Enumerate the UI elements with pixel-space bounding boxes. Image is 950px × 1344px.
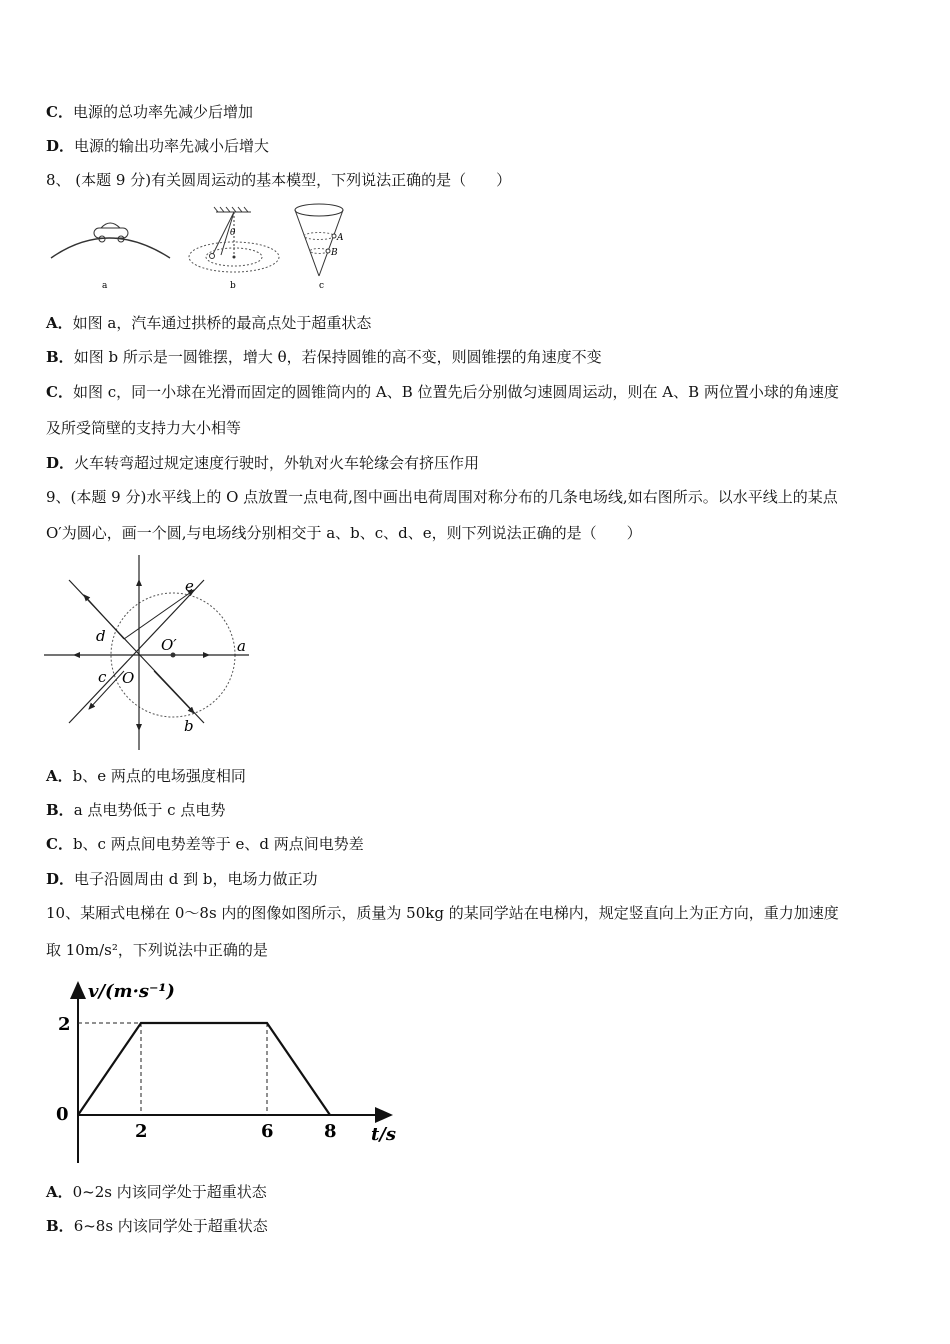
label-d: d	[96, 627, 106, 645]
q10-stem-line2: 取 10m/s²，下列说法中正确的是	[46, 941, 268, 959]
figure-a-bridge	[51, 223, 170, 291]
option-letter: D．	[46, 454, 75, 472]
figure-b-pendulum	[189, 207, 279, 291]
x-tick-label-8: 8	[324, 1121, 337, 1142]
q8-option-a	[46, 313, 371, 333]
q9-option-c	[46, 834, 364, 854]
q8-option-c	[46, 382, 839, 402]
figure-b-label: b	[230, 281, 236, 291]
option-letter: C．	[46, 103, 73, 121]
q9-stem-line2: O′为圆心，画一个圆,与电场线分别相交于 a、b、c、d、e，则下列说法正确的是（ ）	[46, 524, 642, 542]
q7-option-d	[46, 136, 269, 156]
y-tick-label-2: 2	[58, 1014, 71, 1035]
q10-option-b	[46, 1216, 268, 1236]
vt-chart	[46, 975, 406, 1170]
q7-option-c	[46, 102, 253, 122]
figure-c-label: c	[319, 281, 325, 291]
q8-option-b	[46, 347, 602, 367]
q10-option-a	[46, 1182, 267, 1202]
option-text: 如图 b 所示是一圆锥摆，增大 θ，若保持圆锥的高不变，则圆锥摆的角速度不变	[73, 348, 602, 366]
q8-figures	[46, 200, 366, 295]
option-text: 火车转弯超过规定速度行驶时，外轨对火车轮缘会有挤压作用	[74, 454, 480, 472]
option-text: 电源的输出功率先减小后增大	[74, 137, 270, 155]
q9-stem-line1: 9、(本题 9 分)水平线上的 O 点放置一点电荷,图中画出电荷周围对称分布的几条电场线,如右图所示。以水平线上的某点	[46, 488, 838, 506]
label-e: e	[185, 577, 194, 595]
q9-option-b	[46, 800, 225, 820]
option-letter: C．	[46, 383, 73, 401]
option-text: 6~8s 内该同学处于超重状态	[73, 1217, 268, 1235]
x-tick-label-2: 2	[135, 1121, 148, 1142]
label-O-prime: O′	[161, 636, 177, 654]
option-letter: B．	[46, 348, 74, 366]
option-text: 如图 a，汽车通过拱桥的最高点处于超重状态	[72, 314, 372, 332]
option-text: a 点电势低于 c 点电势	[73, 801, 226, 819]
q8-stem: 8、 (本题 9 分)有关圆周运动的基本模型，下列说法正确的是（ ）	[46, 171, 512, 189]
option-letter: A．	[46, 314, 73, 332]
option-text: b、c 两点间电势差等于 e、d 两点间电势差	[72, 835, 364, 853]
label-O: O	[122, 669, 135, 687]
option-text: 电子沿圆周由 d 到 b，电场力做正功	[74, 870, 318, 888]
point-A-label: A	[337, 233, 344, 243]
q9-option-d	[46, 869, 318, 889]
point-B-label: B	[331, 248, 338, 258]
option-letter: C．	[46, 835, 73, 853]
theta-label: θ	[230, 228, 236, 238]
x-tick-label-0: 0	[56, 1104, 69, 1125]
option-letter: B．	[46, 1217, 74, 1235]
x-tick-label-6: 6	[261, 1121, 274, 1142]
figure-a-label: a	[102, 281, 108, 291]
label-b: b	[184, 717, 194, 735]
series-line	[78, 1023, 330, 1115]
q8-option-d	[46, 453, 479, 473]
option-text: 电源的总功率先减少后增加	[72, 103, 253, 121]
q8-option-c-continued: 及所受筒壁的支持力大小相等	[46, 419, 242, 437]
option-letter: A．	[46, 1183, 73, 1201]
option-text: b、e 两点的电场强度相同	[72, 767, 246, 785]
option-letter: D．	[46, 137, 75, 155]
option-text: 0~2s 内该同学处于超重状态	[72, 1183, 267, 1201]
y-axis-label: v/(m·s⁻¹)	[88, 981, 175, 1002]
option-text: 如图 c，同一小球在光滑而固定的圆锥筒内的 A、B 位置先后分别做匀速圆周运动，则在 A、B 两位置小球的角速度	[72, 383, 839, 401]
option-letter: D．	[46, 870, 75, 888]
label-a: a	[237, 637, 246, 655]
option-letter: A．	[46, 767, 73, 785]
x-axis-label: t/s	[371, 1124, 397, 1145]
q10-stem-line1: 10、某厢式电梯在 0～8s 内的图像如图所示，质量为 50kg 的某同学站在电梯内，规定竖直向上为正方向，重力加速度	[46, 904, 839, 922]
figure-c-cone	[295, 204, 344, 291]
label-c: c	[98, 668, 107, 686]
q9-field-diagram	[44, 555, 254, 750]
option-letter: B．	[46, 801, 74, 819]
q9-option-a	[46, 766, 246, 786]
